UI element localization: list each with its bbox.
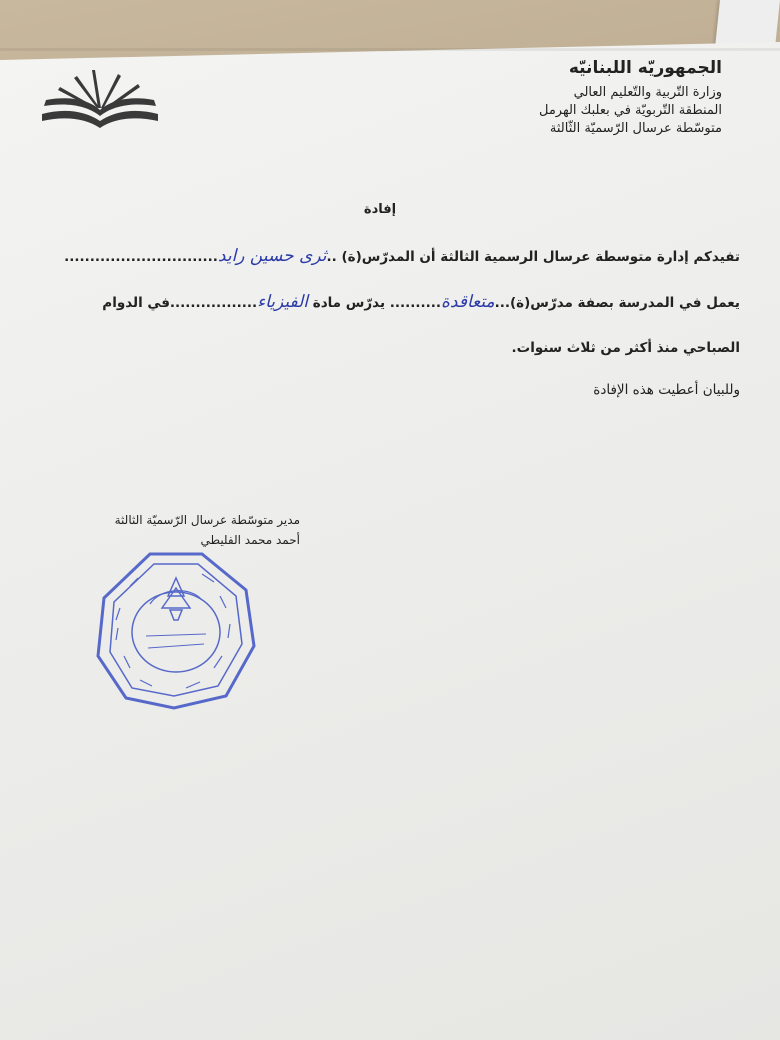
document-title: إفادة — [363, 202, 397, 217]
body-line-3: الصباحي منذ أكثر من ثلاث سنوات. — [511, 340, 740, 356]
republic-title: الجمهوريّه اللبنانيّه — [568, 58, 722, 78]
line1-prefix: تفيدكم إدارة متوسطة عرسال الرسمية الثالثة أن المدرّس(ة) — [341, 249, 740, 265]
school-line: متوسّطة عرسال الرّسميّة الثّالثة — [549, 121, 722, 136]
signature-block — [80, 510, 300, 550]
teacher-name-handwritten: ثرى حسين رايد — [217, 246, 327, 266]
subject-handwritten: الفيزياء — [257, 292, 309, 312]
region-line: المنطقة التّربويّة في بعلبك الهرمل — [538, 103, 722, 118]
signatory-position: مدير متوسّطة عرسال الرّسميّة الثالثة — [114, 513, 300, 527]
body-line-1: تفيدكم إدارة متوسطة عرسال الرسمية الثالثة أن المدرّس(ة) ..ثرى حسين رايد.............................. — [64, 246, 740, 266]
page-edge-shadow — [0, 48, 780, 51]
ministry-line: وزارة التّربية والتّعليم العالي — [573, 85, 722, 100]
letterhead — [362, 58, 722, 138]
line2-prefix: يعمل في المدرسة بصفة مدرّس(ة) — [509, 295, 740, 311]
body-line-2: يعمل في المدرسة بصفة مدرّس(ة)...متعاقدة.......... يدرّس مادة الفيزياء.................في الدوام — [102, 292, 740, 312]
open-book-icon — [40, 66, 160, 136]
line1-dots: .............................. — [64, 249, 218, 265]
octagonal-school-stamp — [90, 548, 260, 713]
line2-suffix: في الدوام — [102, 295, 170, 311]
body-line-4: وللبيان أعطيت هذه الإفادة — [593, 382, 740, 398]
signatory-name: أحمد محمد الفليطي — [200, 533, 300, 547]
line2-mid: يدرّس مادة — [312, 295, 386, 311]
role-handwritten: متعاقدة — [441, 292, 495, 312]
